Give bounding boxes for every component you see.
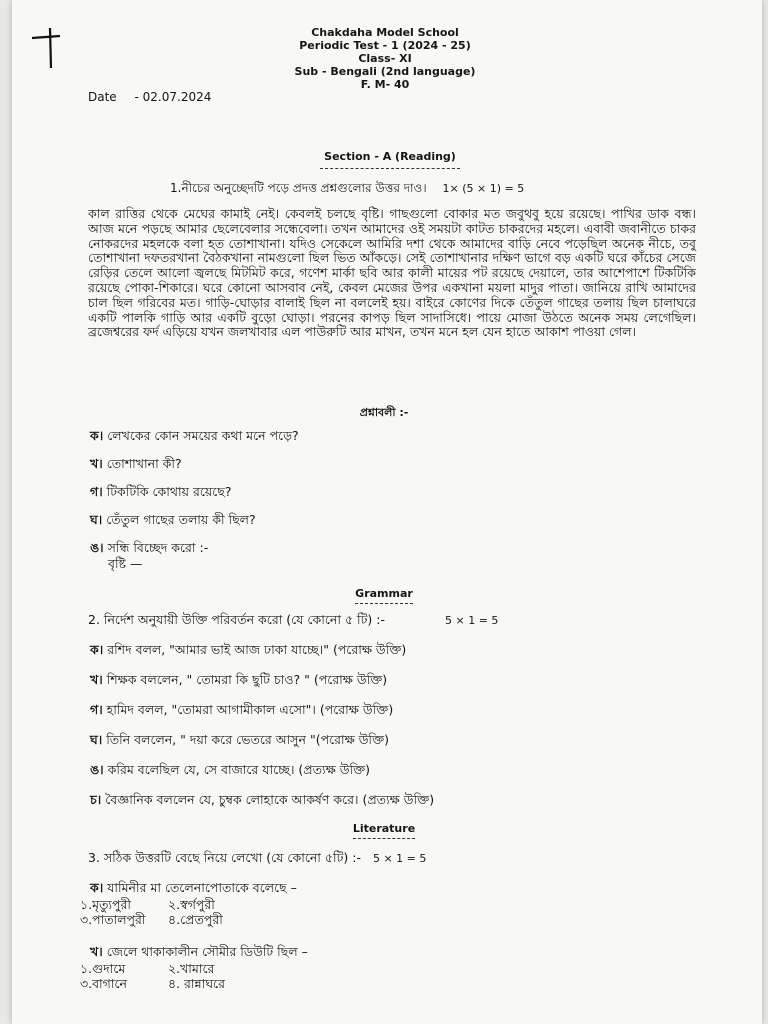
question-text: তেঁতুল গাছের তলায় কী ছিল?	[106, 512, 256, 527]
item-text: শিক্ষক বললেন, " তোমরা কি ছুটি চাও? " (পরোক্ষ উক্তি)	[106, 672, 388, 687]
question-label: খ।	[90, 456, 103, 471]
item-label: ঘ।	[90, 732, 103, 747]
question-2-text: 2. নির্দেশ অনুযায়ী উক্তি পরিবর্তন করো (যে কোনো ৫ টি) :-	[88, 612, 385, 627]
reading-passage: কাল রাত্তির থেকে মেঘের কামাই নেই। কেবলই চলছে বৃষ্টি। গাছগুলো বোকার মত জবুথবু হয়ে রয়েছে। পাখির ডাক বন্ধ। আজ মনে পড়ছে আমার ছেলেবেলার সন্ধেবেলা। তখন আমাদের ওই সময়টা কাটত চাকরদের মহলে। এবাবী জবানীতে চাকর নোকরদের মহলকে বলা হত তোশাখানা। যদিও সেকেলে আমিরি দশা থেকে আমাদের বাড়ি নেবে পড়েছিল অনেক নীচে, তবু তোশাখানা দফতরখানা বৈঠকখানা নামগুলো ছিল ভিত আঁকড়ে। সেই তোশাখানার দক্ষিণ ভাগে বড় একটি ঘরে কাঁচের সেজে রেড়ির তেলে আলো জ্বলছে মিটমিট করে, গণেশ মার্কা ছবি আর কালী মায়ের পট রয়েছে দেয়ালে, তার আশেপাশে টিকটিকি রয়েছে পোকা-শিকারে। ঘরে কোনো আসবাব নেই, কেবল মেজের উপর একখানা ময়লা মাদুর পাতা। জানিয়ে রাখি আমাদের চাল ছিল গরিবের মত। গাড়ি-ঘোড়ার বালাই ছিল না বললেই হয়। বাইরে কোণের দিকে তেঁতুল গাছের তলায় ছিল চালাঘরে একটি পালকি গাড়ি আর একটি বুড়ো ঘোড়া। পরনের কাপড় ছিল সাদাসিধে। পায়ে মোজা উঠতে অনেক সময় লেগেছিল। ব্রজেশ্বরের ফর্দ এড়িয়ে যখন জলখাবার এল পাউরুটি আর মাখন, তখন মনে হল যেন হাতে আকাশ পাওয়া গেল।	[88, 206, 696, 340]
literature-title	[0, 822, 768, 835]
question-3-marks: 5 × 1 = 5	[372, 852, 427, 865]
option-row	[80, 976, 256, 996]
option: ৩.পাতালপুরী	[80, 912, 146, 927]
item-label: চ।	[90, 792, 102, 807]
question-2-marks: 5 × 1 = 5	[444, 614, 499, 627]
reading-question	[90, 484, 231, 504]
full-marks-label: F. M- 40	[360, 78, 410, 91]
grammar-title-text: Grammar	[355, 587, 413, 604]
section-a-title-text: Section - A (Reading)	[324, 150, 456, 163]
date-line	[88, 90, 211, 104]
date-value: - 02.07.2024	[134, 90, 212, 104]
class-label: Class- XI	[358, 52, 412, 65]
option: ১.গুদামে	[80, 961, 126, 976]
question-label: ঘ।	[90, 512, 103, 527]
grammar-item	[90, 762, 370, 782]
option: ৪.প্রেতপুরী	[168, 912, 223, 927]
option: ১.মৃত্যুপুরী	[80, 897, 131, 912]
reading-question	[90, 456, 182, 476]
grammar-item	[90, 732, 389, 752]
grammar-item	[90, 702, 393, 722]
sandhi-word: বৃষ্টি —	[108, 556, 143, 571]
question-text: লেখকের কোন সময়ের কথা মনে পড়ে?	[107, 428, 299, 443]
item-text: রশিদ বলল, "আমার ভাই আজ ঢাকা যাচ্ছে।" (পরোক্ষ উক্তি)	[107, 642, 407, 657]
question-3-heading	[88, 850, 426, 870]
item-text: করিম বলেছিল যে, সে বাজারে যাচ্ছে। (প্রত্যক্ষ উক্তি)	[107, 762, 371, 777]
questions-title	[0, 404, 768, 423]
question-1-text: 1.নীচের অনুচ্ছেদটি পড়ে প্রদত্ত প্রশ্নগুলোর উত্তর দাও।	[170, 181, 427, 195]
item-label: ক।	[90, 642, 104, 657]
option: ৪. রান্নাঘরে	[168, 976, 225, 991]
question-label: ঙ।	[90, 540, 104, 555]
question-text: তোশাখানা কী?	[106, 456, 182, 471]
question-3-text: 3. সঠিক উত্তরটি বেছে নিয়ে লেখো (যে কোনো ৫টি) :-	[88, 850, 361, 865]
option: ৩.বাগানে	[80, 976, 127, 991]
reading-question	[90, 512, 256, 532]
subject-label: Sub - Bengali (2nd language)	[294, 65, 476, 78]
item-text: বৈজ্ঞানিক বললেন যে, চুম্বক লোহাকে আকর্ষণ করে। (প্রত্যক্ষ উক্তি)	[105, 792, 435, 807]
section-divider	[320, 168, 460, 169]
item-text: তিনি বললেন, " দয়া করে ভেতরে আসুন "(পরোক্ষ উক্তি)	[106, 732, 390, 747]
item-label: খ।	[90, 672, 103, 687]
section-a-title	[310, 150, 470, 169]
questions-title-text: প্রশ্নাবলী :-	[359, 406, 409, 419]
item-label: ঙ।	[90, 762, 104, 777]
item-label: খ।	[90, 944, 103, 959]
item-text: হামিদ বলল, "তোমরা আগামীকাল এসো"। (পরোক্ষ উক্তি)	[106, 702, 394, 717]
question-label: গ।	[90, 484, 103, 499]
test-name: Periodic Test - 1 (2024 - 25)	[299, 39, 471, 52]
reading-question	[90, 428, 299, 448]
date-label: Date	[88, 90, 117, 104]
option-row	[80, 912, 256, 932]
literature-title-text: Literature	[353, 822, 415, 839]
item-label: গ।	[90, 702, 103, 717]
item-text: জেলে থাকাকালীন সৌমীর ডিউটি ছিল –	[106, 944, 308, 959]
grammar-title	[0, 587, 768, 600]
grammar-item	[90, 792, 434, 812]
item-text: যামিনীর মা তেলেনাপোতাকে বলেছে –	[107, 880, 297, 895]
school-name: Chakdaha Model School	[311, 26, 459, 39]
question-1-marks: 1× (5 × 1) = 5	[442, 182, 525, 195]
question-1-heading	[170, 180, 524, 200]
option: ২.খামারে	[168, 961, 215, 976]
question-text: সন্ধি বিচ্ছেদ করো :-	[107, 540, 209, 555]
question-text: টিকটিকি কোথায় রয়েছে?	[106, 484, 232, 499]
question-label: ক।	[90, 428, 104, 443]
grammar-item	[90, 642, 406, 662]
item-label: ক।	[90, 880, 104, 895]
margin-tick-mark	[30, 26, 66, 70]
grammar-item	[90, 672, 387, 692]
question-2-heading	[88, 612, 498, 632]
option: ২.স্বর্গপুরী	[168, 897, 215, 912]
exam-header	[240, 26, 530, 91]
